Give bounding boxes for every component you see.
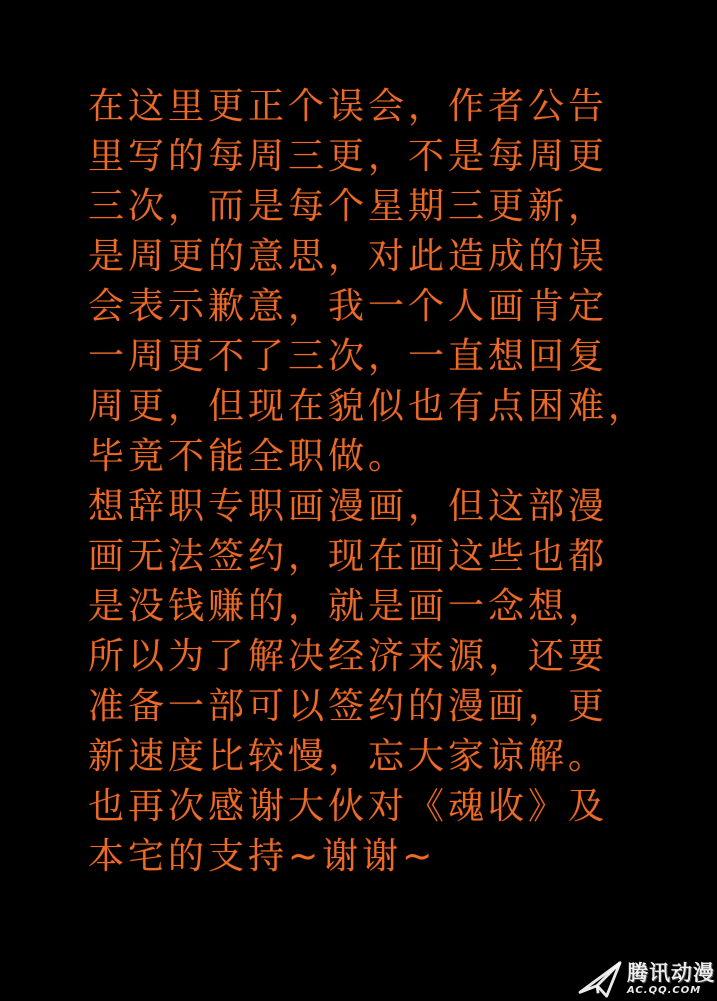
note-line: 想辞职专职画漫画，但这部漫 bbox=[88, 486, 609, 527]
note-line: 在这里更正个误会，作者公告 bbox=[88, 86, 609, 127]
watermark-brand: 腾讯动漫 bbox=[627, 960, 715, 985]
site-watermark bbox=[577, 959, 715, 999]
note-line: 新速度比较慢，忘大家谅解。 bbox=[88, 736, 609, 777]
note-line: 也再次感谢大伙对《魂收》及 bbox=[88, 786, 609, 827]
note-line: 所以为了解决经济来源，还要 bbox=[88, 636, 609, 677]
note-line: 一周更不了三次，一直想回复 bbox=[88, 336, 609, 377]
note-line: 里写的每周三更，不是每周更 bbox=[88, 136, 609, 177]
note-line: 是没钱赚的，就是画一念想， bbox=[88, 586, 609, 627]
note-line: 画无法签约，现在画这些也都 bbox=[88, 536, 609, 577]
note-line: 本宅的支持~谢谢~ bbox=[88, 836, 437, 877]
watermark-url: AC.QQ.COM bbox=[627, 984, 702, 996]
note-line: 毕竟不能全职做。 bbox=[88, 436, 409, 477]
note-line: 周更，但现在貌似也有点困难， bbox=[88, 386, 649, 427]
author-note bbox=[88, 82, 663, 882]
note-line: 会表示歉意，我一个人画肯定 bbox=[88, 286, 609, 327]
watermark-text bbox=[627, 960, 715, 996]
note-line: 三次，而是每个星期三更新， bbox=[88, 186, 609, 227]
paper-plane-icon bbox=[577, 959, 623, 999]
note-line: 是周更的意思，对此造成的误 bbox=[88, 236, 609, 277]
note-line: 准备一部可以签约的漫画，更 bbox=[88, 686, 609, 727]
